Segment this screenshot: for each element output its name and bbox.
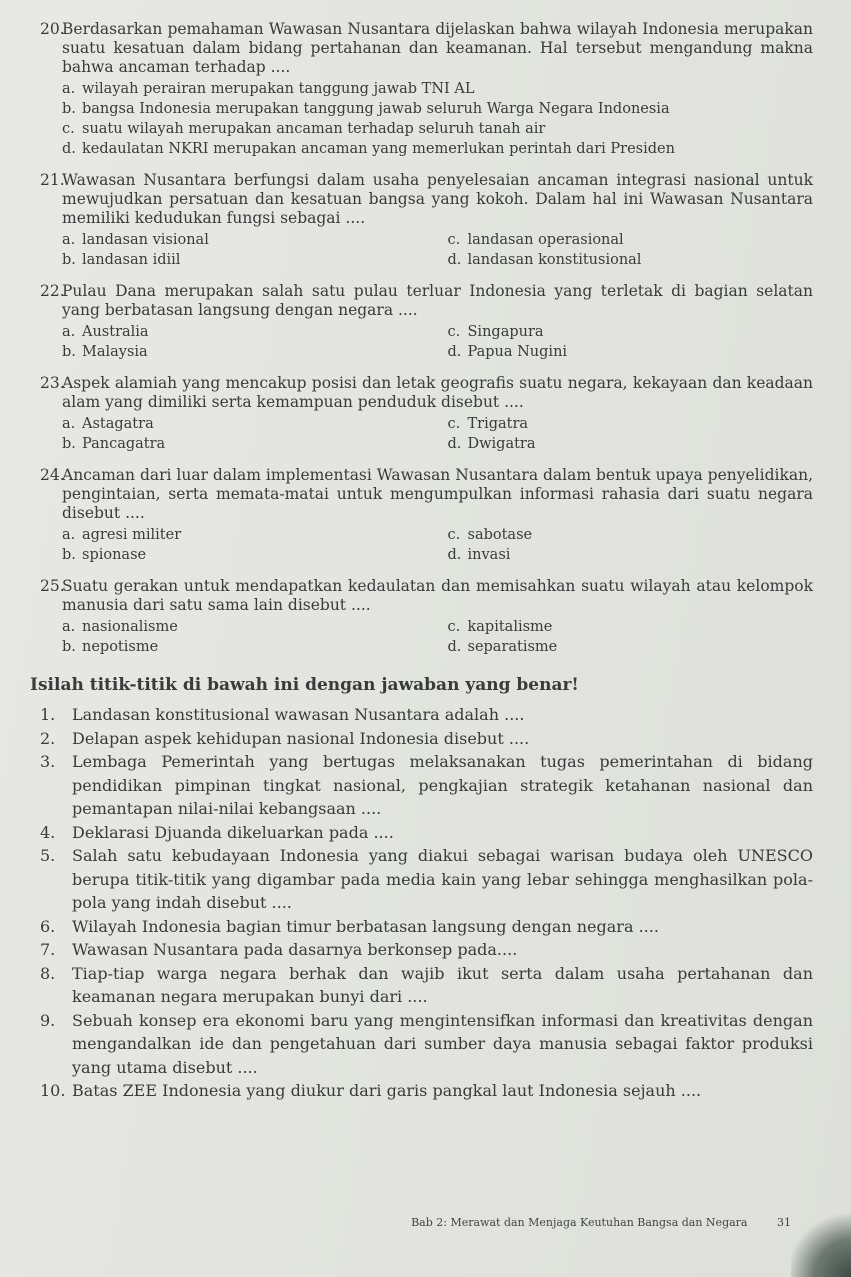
chapter-title: Bab 2: Merawat dan Menjaga Keutuhan Bangsa dan Negara [411, 1216, 748, 1229]
option-text: invasi [467, 547, 511, 563]
question-stem: Suatu gerakan untuk mendapatkan kedaulatan dan memisahkan suatu wilayah atau kelompok manusia dari satu sama lain disebut .... [62, 577, 813, 614]
fill-in-item [40, 844, 813, 915]
question-number: 24. [40, 466, 65, 484]
item-text: Wilayah Indonesia bagian timur berbatasan langsung dengan negara .... [72, 916, 659, 936]
page-footer [0, 1216, 851, 1229]
answer-option [448, 545, 814, 565]
option-letter: a. [62, 324, 76, 340]
option-letter: d. [447, 436, 462, 452]
option-text: landasan visional [82, 232, 209, 248]
item-text: Wawasan Nusantara pada dasarnya berkonsep pada.... [72, 940, 518, 959]
question-item [40, 171, 813, 270]
answer-option [62, 342, 428, 362]
question-stem: Aspek alamiah yang mencakup posisi dan letak geografis suatu negara, kekayaan dan keadaan alam yang dimiliki serta kemampuan penduduk disebut .... [62, 374, 813, 411]
option-text: Malaysia [82, 344, 148, 360]
option-text: bangsa Indonesia merupakan tanggung jawab seluruh Warga Negara Indonesia [82, 101, 670, 117]
question-number: 22. [40, 282, 65, 300]
fill-in-item [40, 962, 813, 1009]
item-number: 5. [40, 846, 56, 865]
item-text: Delapan aspek kehidupan nasional Indonesia disebut .... [72, 728, 530, 748]
option-letter: b. [62, 639, 76, 655]
answer-option [62, 250, 428, 270]
item-number: 4. [40, 822, 56, 842]
answer-option [62, 139, 813, 159]
fill-in-item [40, 915, 813, 939]
item-text: Batas ZEE Indonesia yang diukur dari garis pangkal laut Indonesia sejauh .... [72, 1081, 702, 1100]
option-list [62, 230, 813, 270]
answer-option [62, 617, 428, 637]
option-letter: c. [447, 416, 461, 432]
question-number: 21. [40, 171, 65, 189]
option-letter: d. [447, 344, 462, 360]
fill-in-list [40, 703, 813, 1103]
option-text: wilayah perairan merupakan tanggung jawab TNI AL [82, 81, 475, 97]
answer-option [62, 230, 428, 250]
option-letter: d. [447, 252, 462, 268]
item-text: Deklarasi Djuanda dikeluarkan pada .... [72, 822, 394, 842]
option-letter: c. [447, 324, 461, 340]
option-text: suatu wilayah merupakan ancaman terhadap seluruh tanah air [82, 121, 546, 137]
option-letter: b. [62, 436, 76, 452]
option-letter: a. [62, 81, 76, 97]
question-number: 23. [40, 374, 65, 392]
option-letter: d. [62, 141, 76, 157]
option-list [62, 79, 813, 159]
question-item [40, 466, 813, 565]
answer-option [62, 79, 813, 99]
option-letter: c. [447, 619, 461, 635]
answer-option [62, 637, 428, 657]
option-text: nasionalisme [82, 619, 178, 635]
option-list [62, 322, 813, 362]
answer-option [448, 250, 814, 270]
answer-option [448, 525, 814, 545]
option-text: spionase [82, 547, 147, 563]
option-letter: b. [62, 547, 76, 563]
answer-option [62, 434, 428, 454]
option-text: sabotase [467, 527, 533, 543]
option-letter: a. [62, 527, 76, 543]
item-number: 8. [40, 963, 56, 983]
option-letter: c. [62, 121, 75, 137]
answer-option [62, 119, 813, 139]
option-letter: a. [62, 619, 76, 635]
answer-option [62, 545, 428, 565]
option-text: Papua Nugini [467, 344, 568, 360]
option-letter: b. [62, 101, 76, 117]
option-text: Astagatra [82, 416, 154, 432]
option-text: landasan operasional [467, 232, 624, 248]
item-text: Tiap-tiap warga negara berhak dan wajib ikut serta dalam usaha pertahanan dan keamanan negara merupakan bunyi dari .... [72, 963, 813, 1006]
option-letter: c. [447, 232, 461, 248]
option-letter: b. [62, 252, 76, 268]
option-text: kedaulatan NKRI merupakan ancaman yang memerlukan perintah dari Presiden [82, 141, 675, 157]
option-text: agresi militer [82, 527, 182, 543]
page-number: 31 [777, 1216, 791, 1229]
option-letter: a. [62, 416, 76, 432]
item-text: Lembaga Pemerintah yang bertugas melaksanakan tugas pemerintahan di bidang pendidikan pimpinan tingkat nasional, pengkajian strategik ketahanan nasional dan pemantapan nilai-nilai kebangsaan .... [72, 752, 813, 818]
question-item [40, 282, 813, 362]
item-number: 9. [40, 1010, 56, 1030]
question-stem: Wawasan Nusantara berfungsi dalam usaha penyelesaian ancaman integrasi nasional untuk mewujudkan persatuan dan kesatuan bangsa yang kokoh. Dalam hal ini Wawasan Nusantara memiliki kedudukan fungsi sebagai .... [62, 171, 813, 227]
item-number: 1. [40, 705, 56, 724]
question-item [40, 374, 813, 454]
item-text: Landasan konstitusional wawasan Nusantara adalah .... [72, 705, 525, 724]
option-text: Dwigatra [467, 436, 536, 452]
answer-option [62, 322, 428, 342]
fill-in-item [40, 1079, 813, 1103]
option-text: nepotisme [82, 639, 159, 655]
answer-option [62, 99, 813, 119]
option-text: Australia [82, 324, 149, 340]
option-letter: b. [62, 344, 76, 360]
fill-in-item [40, 1009, 813, 1080]
item-number: 6. [40, 916, 56, 936]
option-text: separatisme [467, 639, 558, 655]
answer-option [448, 434, 814, 454]
question-number: 20. [40, 20, 65, 38]
question-number: 25. [40, 577, 65, 595]
option-text: Trigatra [467, 416, 529, 432]
option-list [62, 414, 813, 454]
option-letter: d. [447, 547, 462, 563]
option-text: kapitalisme [467, 619, 553, 635]
answer-option [62, 525, 428, 545]
fill-in-item [40, 703, 813, 727]
section-title: Isilah titik-titik di bawah ini dengan jawaban yang benar! [30, 675, 579, 695]
page-corner-shadow [791, 1207, 851, 1277]
option-letter: d. [447, 639, 462, 655]
answer-option [448, 414, 814, 434]
option-letter: a. [62, 232, 76, 248]
question-stem: Pulau Dana merupakan salah satu pulau terluar Indonesia yang terletak di bagian selatan yang berbatasan langsung dengan negara .... [62, 282, 813, 319]
option-text: Pancagatra [82, 436, 166, 452]
option-list [62, 525, 813, 565]
item-text: Sebuah konsep era ekonomi baru yang mengintensifkan informasi dan kreativitas dengan mengandalkan ide dan pengetahuan dari sumber daya manusia sebagai faktor produksi yang utama disebut .... [72, 1010, 813, 1077]
answer-option [448, 230, 814, 250]
question-item [40, 577, 813, 657]
fill-in-item [40, 750, 813, 821]
option-text: Singapura [467, 324, 544, 340]
question-item [40, 20, 813, 159]
item-number: 10. [40, 1081, 66, 1100]
question-list [30, 20, 813, 1103]
item-text: Salah satu kebudayaan Indonesia yang diakui sebagai warisan budaya oleh UNESCO berupa titik-titik yang digambar pada media kain yang lebar sehingga menghasilkan pola-pola yang indah disebut .... [72, 846, 813, 912]
item-number: 2. [40, 728, 56, 748]
item-number: 7. [40, 940, 56, 959]
answer-option [448, 342, 814, 362]
answer-option [448, 322, 814, 342]
answer-option [448, 637, 814, 657]
option-text: landasan idiil [82, 252, 181, 268]
option-letter: c. [447, 527, 461, 543]
answer-option [448, 617, 814, 637]
question-stem: Berdasarkan pemahaman Wawasan Nusantara dijelaskan bahwa wilayah Indonesia merupakan suatu kesatuan dalam bidang pertahanan dan keamanan. Hal tersebut mengandung makna bahwa ancaman terhadap .... [62, 20, 813, 76]
option-list [62, 617, 813, 657]
fill-in-item [40, 727, 813, 751]
fill-in-item [40, 821, 813, 845]
option-text: landasan konstitusional [467, 252, 642, 268]
question-stem: Ancaman dari luar dalam implementasi Wawasan Nusantara dalam bentuk upaya penyelidikan, pengintaian, serta memata-matai untuk mengumpulkan informasi rahasia dari suatu negara disebut .... [62, 466, 813, 522]
item-number: 3. [40, 752, 56, 771]
answer-option [62, 414, 428, 434]
fill-in-item [40, 938, 813, 962]
